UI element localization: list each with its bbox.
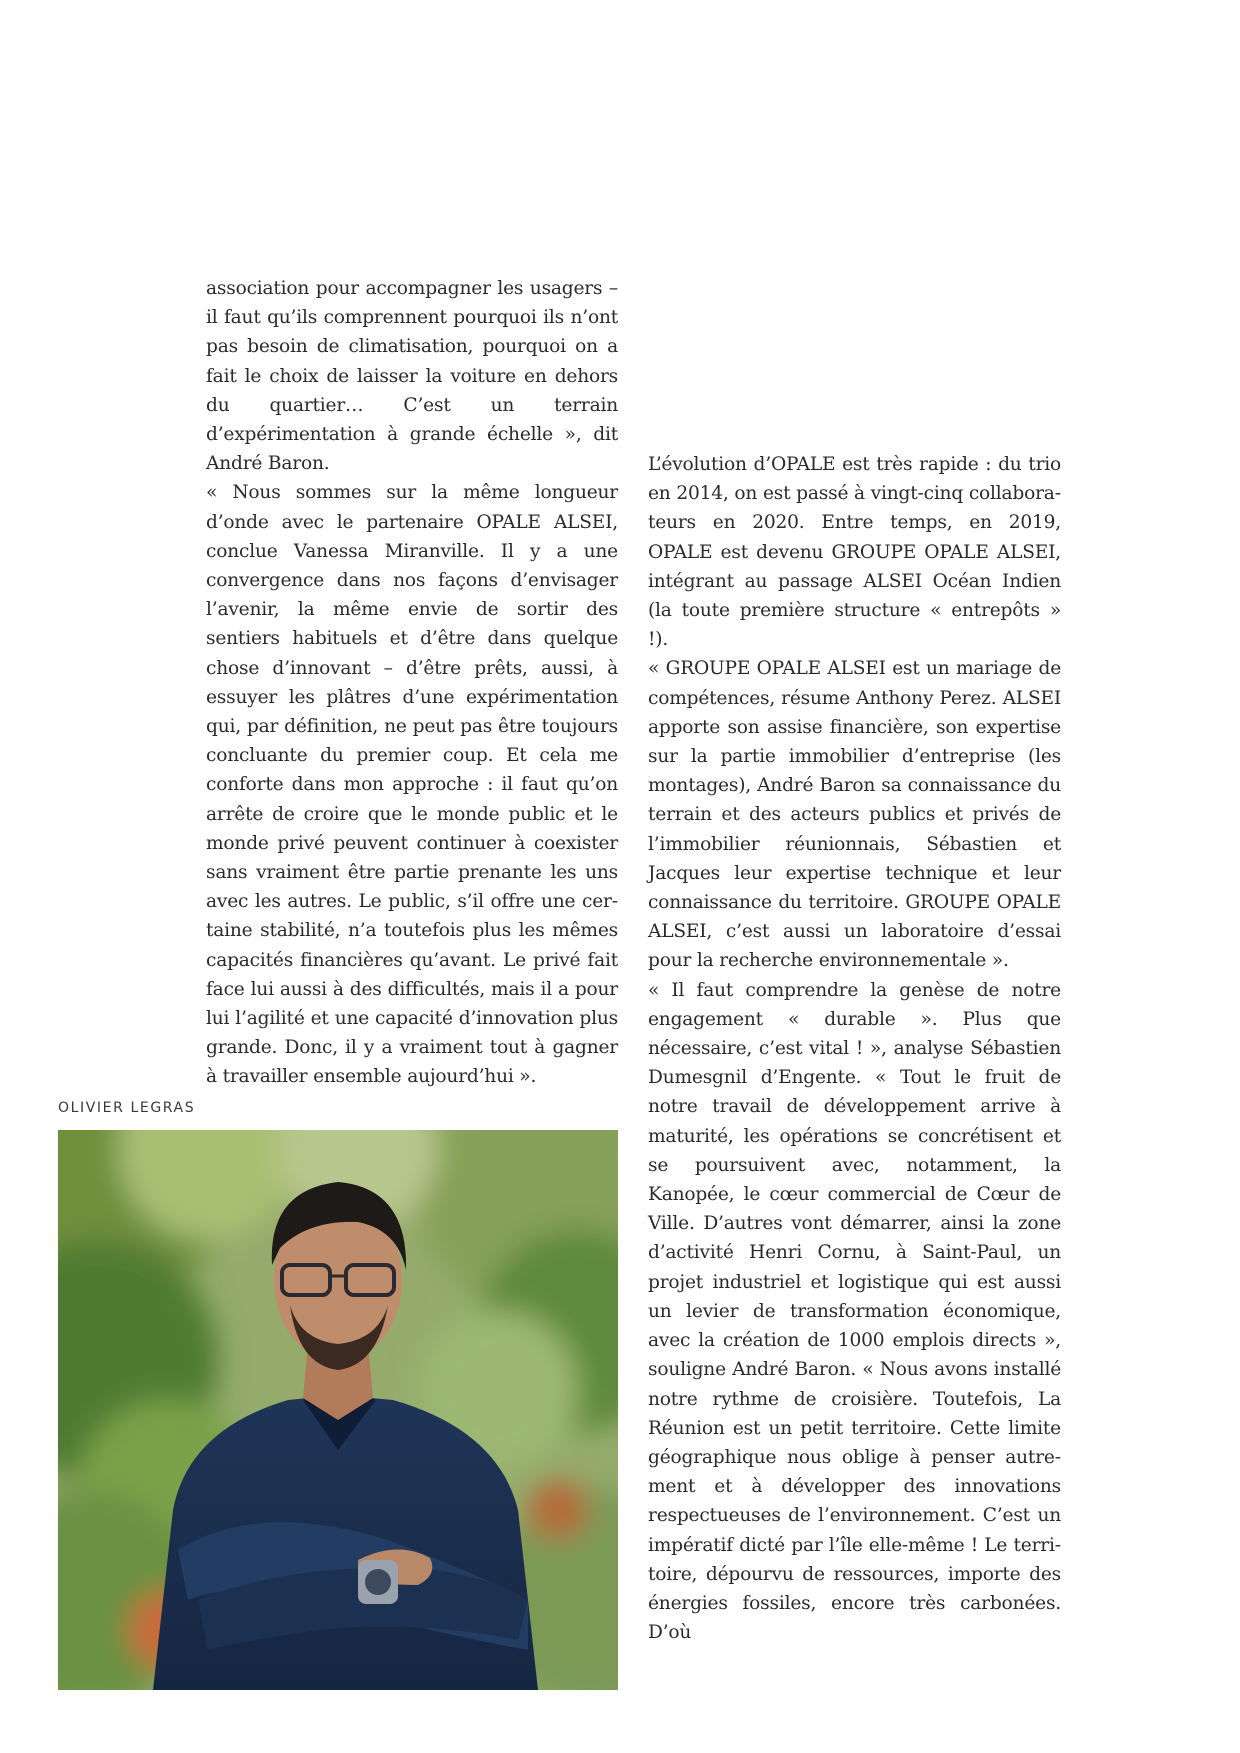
paragraph: « GROUPE OPALE ALSEI est un mariage de compétences, résume Anthony Perez. ALSEI apporte son assise financière, son expertise sur la partie immobilier d’entreprise (les montages), André Baron sa connaissance du terrain et des acteurs publics et privés de l’immobilier réunionnais, Sébastien et Jacques leur expertise technique et leur connaissance du territoire. GROUPE OPALE ALSEI, c’est aussi un laboratoire d’essai pour la recherche environnementale ». — [648, 658, 1061, 972]
right-text-column — [648, 450, 1061, 1647]
portrait-photo — [58, 1130, 618, 1690]
paragraph: association pour accompagner les usagers – il faut qu’ils comprennent pourquoi ils n’ont pas besoin de climatisation, pourquoi on a fait le choix de laisser la voiture en dehors du quartier… C’est un terrain d’expérimentation à grande échelle », dit André Baron. — [206, 278, 618, 475]
photo-credit: OLIVIER LEGRAS — [58, 1100, 196, 1116]
paragraph: « Il faut comprendre la genèse de notre engagement « durable ». Plus que nécessaire, c’est vital ! », analyse Sébastien Dumesgnil d’Engente. « Tout le fruit de notre travail de développement arrive à maturité, les opérations se concrétisent et se poursuivent avec, notamment, la Kanopée, le cœur commercial de Cœur de Ville. D’autres vont démarrer, ainsi la zone d’activité Henri Cornu, à Saint-Paul, un projet industriel et logistique qui est aussi un levier de transformation économique, avec la création de 1000 emplois directs », souligne André Baron. « Nous avons installé notre rythme de croisière. Toutefois, La Réunion est un petit territoire. Cette limite géographique nous oblige à penser autrement et à développer des innovations respectueuses de l’environnement. C’est un impératif dicté par l’île elle-même ! Le territoire, dépourvu de ressources, importe des énergies fossiles, encore très carbonées. D’où — [648, 979, 1061, 1644]
left-text-column — [206, 274, 618, 1092]
paragraph: « Nous sommes sur la même longueur d’onde avec le partenaire OPALE ALSEI, conclue Vanessa Miranville. Il y a une convergence dans nos façons d’envisager l’avenir, la même envie de sortir des sentiers habituels et d’être dans quelque chose d’innovant – d’être prêts, aussi, à essuyer les plâtres d’une expérimentation qui, par définition, ne peut pas être toujours concluante du premier coup. Et cela me conforte dans mon approche : il faut qu’on arrête de croire que le monde public et le monde privé peuvent continuer à coexister sans vraiment être partie prenante les uns avec les autres. Le public, s’il offre une certaine stabilité, n’a toutefois plus les mêmes capacités financières qu’avant. Le privé fait face lui aussi à des difficultés, mais il a pour lui l’agilité et une capacité d’innovation plus grande. Donc, il y a vraiment tout à gagner à travailler ensemble aujourd’hui ». — [206, 482, 618, 1088]
portrait-illustration — [58, 1130, 618, 1690]
paragraph: L’évolution d’OPALE est très rapide : du trio en 2014, on est passé à vingt-cinq collaborateurs en 2020. Entre temps, en 2019, OPALE est devenu GROUPE OPALE ALSEI, intégrant au passage ALSEI Océan Indien (la toute première structure « entrepôts » !). — [648, 454, 1061, 651]
